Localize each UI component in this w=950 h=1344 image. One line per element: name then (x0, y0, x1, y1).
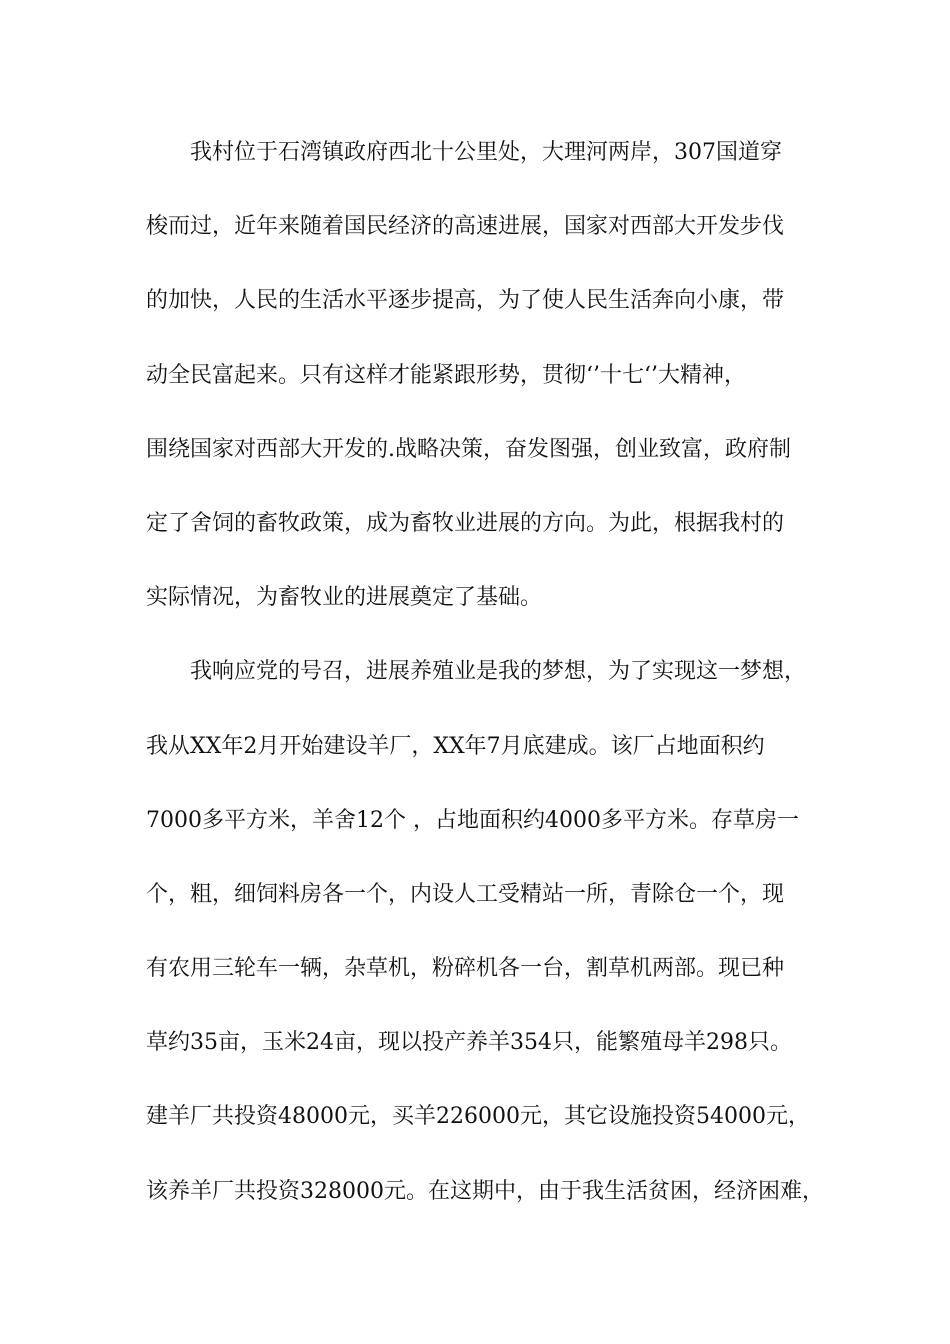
paragraph-2-line-7: 建羊厂共投资48000元，买羊226000元，其它设施投资54000元， (146, 1104, 810, 1130)
document-body (146, 131, 836, 1244)
paragraph-1-line-5: 围绕国家对西部大开发的.战略决策，奋发图强，创业致富，政府制 (146, 436, 791, 462)
paragraph-1-line-6: 定了舍饲的畜牧政策，成为畜牧业进展的方向。为此，根据我村的 (146, 510, 785, 536)
paragraph-2-line-4: 个，粗，细饲料房各一个，内设人工受精站一所，青除仓一个，现 (146, 881, 785, 907)
paragraph-2-line-5: 有农用三轮车一辆，杂草机，粉碎机各一台，割草机两部。现已种 (146, 956, 785, 982)
paragraph-1-line-2: 梭而过，近年来随着国民经济的高速进展，国家对西部大开发步伐 (146, 214, 785, 240)
paragraph-2-line-2: 我从XX年2月开始建设羊厂，XX年7月底建成。该厂占地面积约 (146, 733, 765, 759)
paragraph-2-line-8: 该养羊厂共投资328000元。在这期中，由于我生活贫困，经济困难， (146, 1178, 824, 1204)
paragraph-1-line-3: 的加快，人民的生活水平逐步提高，为了使人民生活奔向小康，带 (146, 288, 785, 314)
paragraph-1-line-4: 动全民富起来。只有这样才能紧跟形势，贯彻‘’十七‘’大精神， (146, 362, 746, 388)
paragraph-1-line-7: 实际情况，为畜牧业的进展奠定了基础。 (146, 585, 543, 611)
paragraph-2-line-1: 我响应党的号召，进展养殖业是我的梦想，为了实现这一梦想， (190, 659, 807, 685)
paragraph-1-line-1: 我村位于石湾镇政府西北十公里处，大理河两岸，307国道穿 (190, 140, 782, 165)
paragraph-2-line-3: 7000多平方米，羊舍12个 ，占地面积约4000多平方米。存草房一 (146, 807, 799, 833)
paragraph-2-line-6: 草约35亩，玉米24亩，现以投产养羊354只，能繁殖母羊298只。 (146, 1030, 792, 1056)
